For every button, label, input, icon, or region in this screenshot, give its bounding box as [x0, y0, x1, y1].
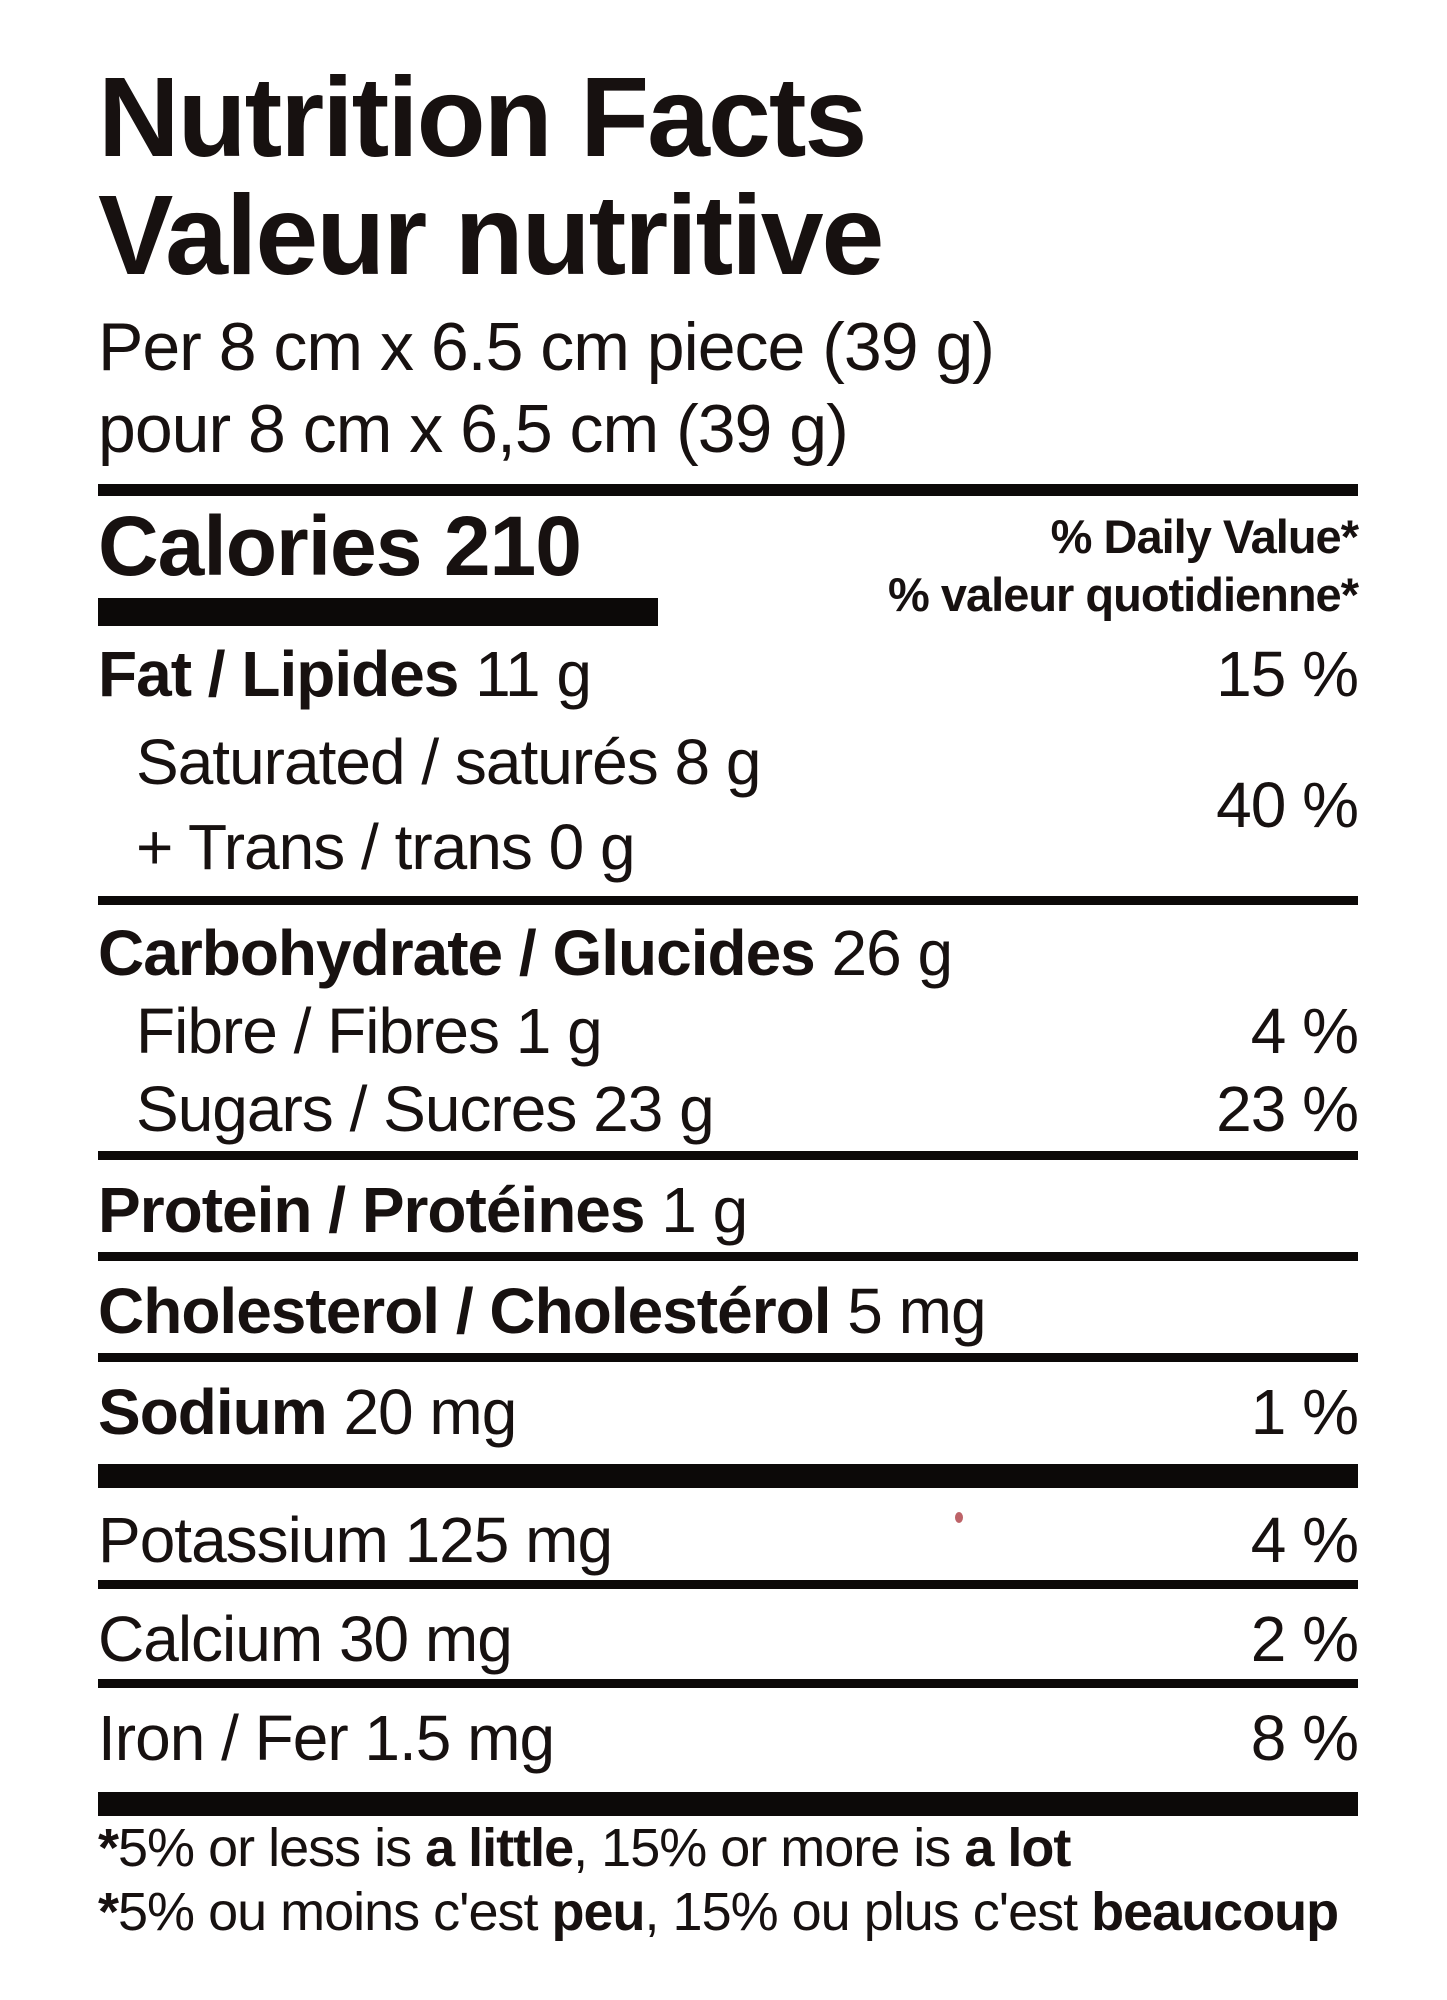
nutrient-row-carbohydrate: [98, 917, 1358, 989]
divider-before-iron: [98, 1679, 1358, 1688]
divider-before-protein: [98, 1151, 1358, 1160]
nutrient-amount: 11 g: [458, 638, 591, 710]
footnote-asterisk: *: [98, 1882, 119, 1942]
daily-value-header: [888, 508, 1358, 626]
scan-speck-artifact: [955, 1512, 963, 1523]
nutrient-name-bold: Sodium: [98, 1376, 327, 1448]
calories-value: 210: [443, 499, 581, 593]
nutrient-name: [98, 1275, 986, 1347]
nutrient-name-bold: Fat / Lipides: [98, 638, 459, 710]
title-english: Nutrition Facts: [98, 54, 866, 180]
nutrient-name: Potassium 125 mg: [98, 1504, 613, 1576]
divider-after-serving: [98, 484, 1358, 496]
footnote-text: , 15% or more is: [573, 1818, 965, 1878]
trans-line: + Trans / trans 0 g: [136, 811, 635, 883]
nutrient-row-fat: [98, 638, 1358, 710]
nutrient-daily-value: 4 %: [1250, 1504, 1358, 1576]
footnote-bold-a-lot: a lot: [964, 1818, 1071, 1878]
nutrient-name: [98, 638, 591, 710]
divider-before-cholesterol: [98, 1252, 1358, 1261]
nutrient-name-bold: Cholesterol / Cholestérol: [98, 1275, 831, 1347]
nutrient-amount: 1 g: [644, 1174, 748, 1246]
serving-size-english: Per 8 cm x 6.5 cm piece (39 g): [98, 309, 994, 385]
footnote-english: [98, 1816, 1358, 1880]
nutrient-name: [98, 720, 761, 890]
footnote-bold-peu: peu: [551, 1882, 645, 1942]
daily-value-header-french: % valeur quotidienne*: [888, 568, 1358, 621]
daily-value-header-english: % Daily Value*: [1050, 510, 1358, 563]
calories-line: [98, 499, 658, 593]
thick-divider-after-sodium: [98, 1464, 1358, 1488]
nutrient-daily-value: 2 %: [1250, 1603, 1358, 1675]
footnote-text: , 15% ou plus c'est: [644, 1882, 1092, 1942]
divider-before-sodium: [98, 1353, 1358, 1362]
nutrient-amount: 20 mg: [326, 1376, 517, 1448]
nutrient-row-saturated-trans: [98, 720, 1358, 890]
nutrient-daily-value: 1 %: [1250, 1376, 1358, 1448]
nutrient-row-sugars: [98, 1073, 1358, 1145]
footnote-asterisk: *: [98, 1818, 119, 1878]
nutrient-amount: 26 g: [814, 917, 953, 989]
nutrient-name: [98, 917, 952, 989]
thick-divider-before-footnotes: [98, 1792, 1358, 1816]
footnote-bold-a-little: a little: [425, 1818, 574, 1878]
divider-before-carbohydrate: [98, 896, 1358, 905]
nutrient-row-cholesterol: [98, 1275, 1358, 1347]
nutrient-daily-value: 8 %: [1250, 1702, 1358, 1774]
title-french: Valeur nutritive: [98, 172, 883, 298]
calories-underline-bar: [98, 598, 658, 626]
nutrient-name: [98, 1376, 516, 1448]
nutrient-daily-value: 23 %: [1216, 1073, 1358, 1145]
nutrient-row-sodium: [98, 1376, 1358, 1448]
nutrient-row-protein: [98, 1174, 1358, 1246]
footnote-bold-beaucoup: beaucoup: [1091, 1882, 1339, 1942]
calories-section: [98, 499, 1358, 626]
calories-label: Calories: [98, 499, 422, 593]
nutrient-name: Fibre / Fibres 1 g: [136, 995, 602, 1067]
footnote-text: 5% or less is: [118, 1818, 426, 1878]
divider-before-calcium: [98, 1580, 1358, 1589]
serving-size-french: pour 8 cm x 6,5 cm (39 g): [98, 391, 848, 467]
nutrient-amount: 5 mg: [830, 1275, 986, 1347]
serving-size-block: [98, 306, 1358, 470]
saturated-line: Saturated / saturés 8 g: [136, 726, 761, 798]
footnote-text: 5% ou moins c'est: [118, 1882, 552, 1942]
nutrient-name: [98, 1174, 747, 1246]
nutrient-name: Calcium 30 mg: [98, 1603, 512, 1675]
nutrient-row-potassium: [98, 1504, 1358, 1576]
nutrient-row-fibre: [98, 995, 1358, 1067]
nutrient-daily-value: 15 %: [1216, 638, 1358, 710]
nutrient-name-bold: Carbohydrate / Glucides: [98, 917, 815, 989]
nutrient-name-bold: Protein / Protéines: [98, 1174, 645, 1246]
nutrient-name: Iron / Fer 1.5 mg: [98, 1702, 555, 1774]
calories-block: [98, 499, 658, 626]
nutrient-row-iron: [98, 1702, 1358, 1774]
nutrient-daily-value: 4 %: [1250, 995, 1358, 1067]
footnote-french: [98, 1880, 1358, 1944]
nutrient-name: Sugars / Sucres 23 g: [136, 1073, 714, 1145]
nutrient-daily-value: 40 %: [1216, 769, 1358, 841]
nutrient-row-calcium: [98, 1603, 1358, 1675]
